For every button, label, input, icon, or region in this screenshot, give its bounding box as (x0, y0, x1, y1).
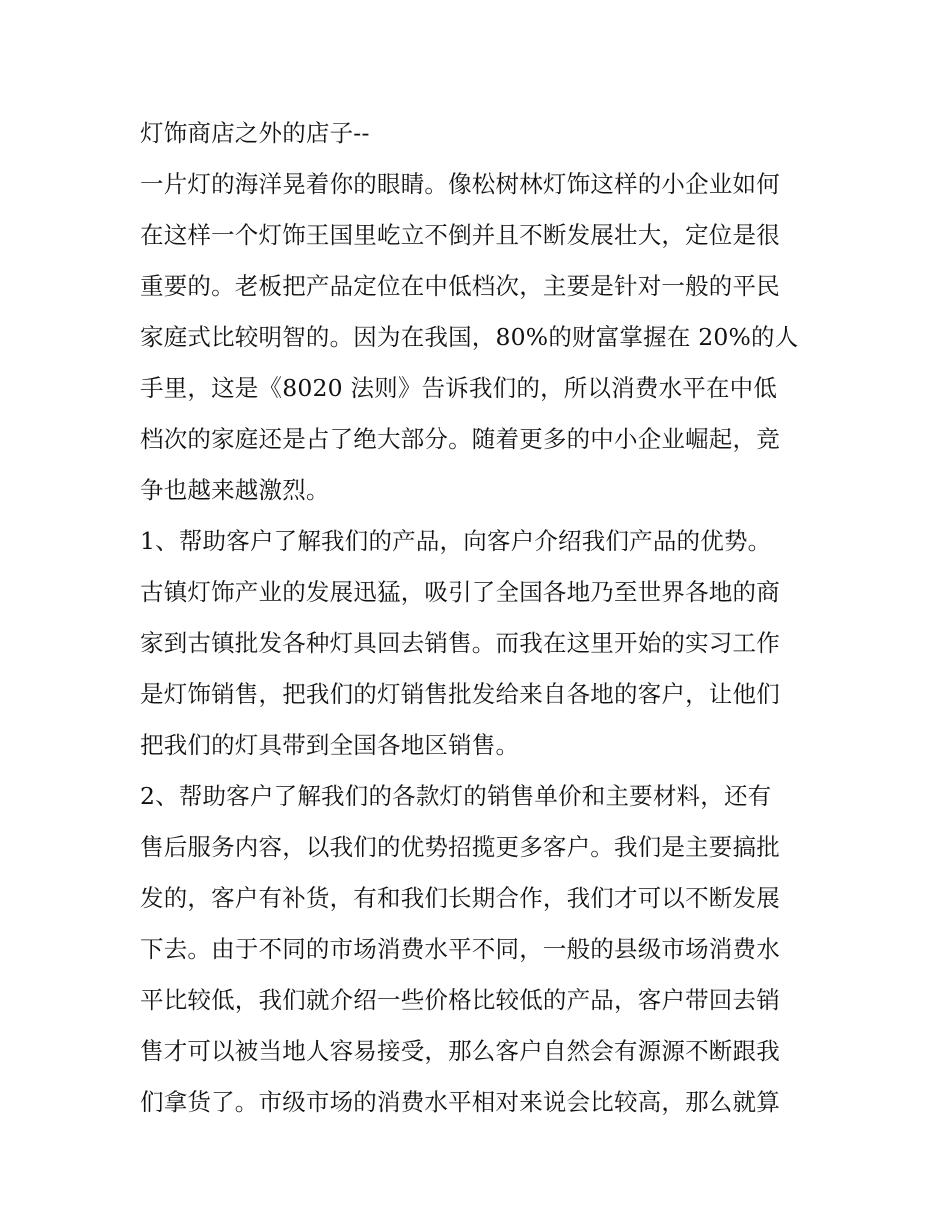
text-line: 是灯饰销售，把我们的灯销售批发给来自各地的客户，让他们 (140, 680, 780, 708)
text-line: 一片灯的海洋晃着你的眼睛。像松树林灯饰这样的小企业如何 (140, 170, 780, 198)
text-line: 发的，客户有补货，有和我们长期合作，我们才可以不断发展 (140, 884, 780, 912)
text-line: 家到古镇批发各种灯具回去销售。而我在这里开始的实习工作 (140, 629, 780, 657)
text-line: 售后服务内容，以我们的优势招揽更多客户。我们是主要搞批 (140, 833, 780, 861)
text-line: 重要的。老板把产品定位在中低档次，主要是针对一般的平民 (140, 272, 780, 300)
text-line: 争也越来越激烈。 (140, 476, 330, 504)
text-line: 2、帮助客户了解我们的各款灯的销售单价和主要材料，还有 (140, 782, 772, 810)
text-line: 在这样一个灯饰王国里屹立不倒并且不断发展壮大，定位是很 (140, 221, 780, 249)
text-line: 下去。由于不同的市场消费水平不同，一般的县级市场消费水 (140, 935, 780, 963)
document-body (140, 108, 820, 1128)
text-line: 平比较低，我们就介绍一些价格比较低的产品，客户带回去销 (140, 986, 780, 1014)
text-line: 们拿货了。市级市场的消费水平相对来说会比较高，那么就算 (140, 1088, 780, 1116)
text-line: 手里，这是《8020 法则》告诉我们的，所以消费水平在中低 (140, 374, 778, 402)
text-line: 1、帮助客户了解我们的产品，向客户介绍我们产品的优势。 (140, 527, 772, 555)
text-line: 档次的家庭还是占了绝大部分。随着更多的中小企业崛起，竞 (140, 425, 780, 453)
text-line: 灯饰商店之外的店子-- (140, 119, 370, 147)
text-line: 家庭式比较明智的。因为在我国，80%的财富掌握在 20%的人 (140, 323, 799, 351)
text-line: 把我们的灯具带到全国各地区销售。 (140, 731, 520, 759)
text-line: 古镇灯饰产业的发展迅猛，吸引了全国各地乃至世界各地的商 (140, 578, 780, 606)
text-line: 售才可以被当地人容易接受，那么客户自然会有源源不断跟我 (140, 1037, 780, 1065)
